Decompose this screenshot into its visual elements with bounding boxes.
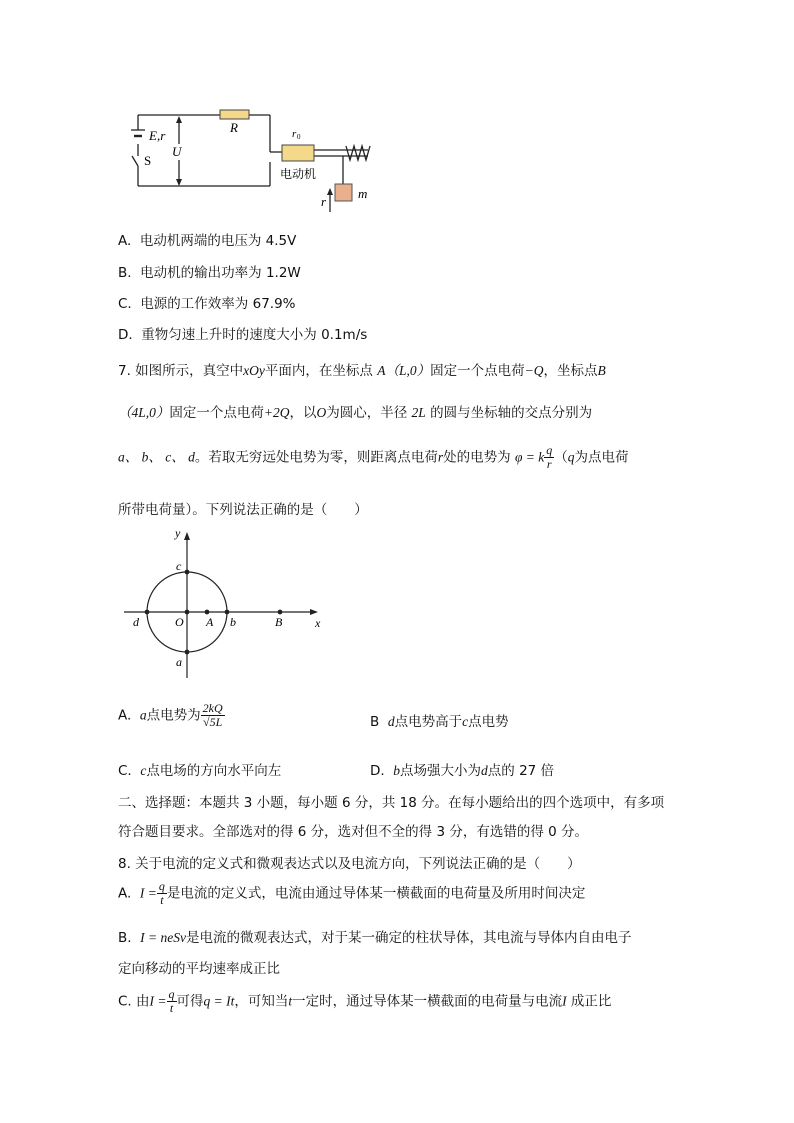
q6-option-b: B. 电动机的输出功率为 1.2W: [118, 265, 301, 281]
q7-option-d: D. b点场强大小为d点的 27 倍: [370, 763, 555, 779]
motor-resistance-label: r: [292, 128, 297, 140]
x-axis-label: x: [315, 616, 321, 630]
q8-option-c: C. 由I = $\frac{q}{t}$ 可得q = It，可知当t一定时，通过导体某一横截面的电荷量与电流I 成正比: [118, 987, 612, 1015]
arrow-label: r: [321, 194, 327, 209]
label-b: b: [230, 615, 236, 629]
motor-resistance-sub: 0: [297, 133, 301, 141]
mass-label: m: [358, 186, 368, 201]
q6-option-d: D. 重物匀速上升时的速度大小为 0.1m/s: [118, 327, 368, 343]
point-o: [185, 610, 190, 615]
label-a: a: [176, 655, 182, 669]
label-b-charge: B: [275, 615, 283, 629]
section2-line-2: 符合题目要求。全部选对的得 6 分，选对但不全的得 3 分，有选错的得 0 分。: [118, 824, 589, 840]
y-axis-label: y: [175, 526, 181, 540]
label-d: d: [133, 615, 139, 629]
point-b: [225, 610, 230, 615]
point-a-charge: [205, 610, 210, 615]
q7-line-3: a、 b、 c、 d。若取无穷远处电势为零，则距离点电荷r处的电势为 φ = k $\frac{q}{r}$ （q为点电荷: [118, 443, 629, 471]
q7-option-c: C. c点电场的方向水平向左: [118, 763, 282, 779]
q8-stem: 8. 关于电流的定义式和微观表达式以及电流方向，下列说法正确的是（ ）: [118, 856, 581, 872]
resistor-label: R: [230, 120, 238, 135]
section2-line-1: 二、选择题：本题共 3 小题，每小题 6 分，共 18 分。在每小题给出的四个选项中，有多项: [118, 795, 665, 811]
motor-label: 电动机: [280, 167, 317, 181]
q6-option-a: A. 电动机两端的电压为 4.5V: [118, 233, 297, 249]
circuit-diagram: [120, 100, 390, 220]
point-b-charge: [278, 610, 283, 615]
q8-option-b: B. I = neSv是电流的微观表达式，对于某一确定的柱状导体，其电流与导体内自由电子: [118, 930, 632, 946]
emf-label: E,r: [149, 128, 166, 143]
switch-label: S: [144, 153, 152, 168]
q7-option-b: B d点电势高于c点电势: [370, 714, 509, 730]
q7-line-1: 7. 如图所示，真空中xOy平面内，在坐标点 A（L,0）固定一个点电荷−Q，坐标点B: [118, 363, 606, 379]
q7-line-2: （4L,0）固定一个点电荷+2Q，以O为圆心，半径 2L 的圆与坐标轴的交点分别为: [118, 405, 593, 421]
q8-option-b-line2: 定向移动的平均速率成正比: [118, 961, 280, 977]
q7-line-4: 所带电荷量）。下列说法正确的是（ ）: [118, 502, 368, 518]
voltage-label: U: [172, 144, 182, 159]
label-c: c: [176, 559, 182, 573]
label-o: O: [175, 615, 184, 629]
point-d: [145, 610, 150, 615]
label-a-charge: A: [206, 615, 214, 629]
q6-option-c: C. 电源的工作效率为 67.9%: [118, 296, 296, 312]
point-c: [185, 570, 190, 575]
q7-option-a: A. a点电势为 $\frac{2kQ}{√5L}$: [118, 701, 223, 729]
q8-option-a: A. I = $\frac{q}{t}$ 是电流的定义式，电流由通过导体某一横截面的电荷量及所用时间决定: [118, 879, 586, 907]
potential-fraction: $\frac{q}{r}$: [546, 443, 553, 471]
coordinate-diagram: [118, 520, 338, 680]
point-a: [185, 650, 190, 655]
